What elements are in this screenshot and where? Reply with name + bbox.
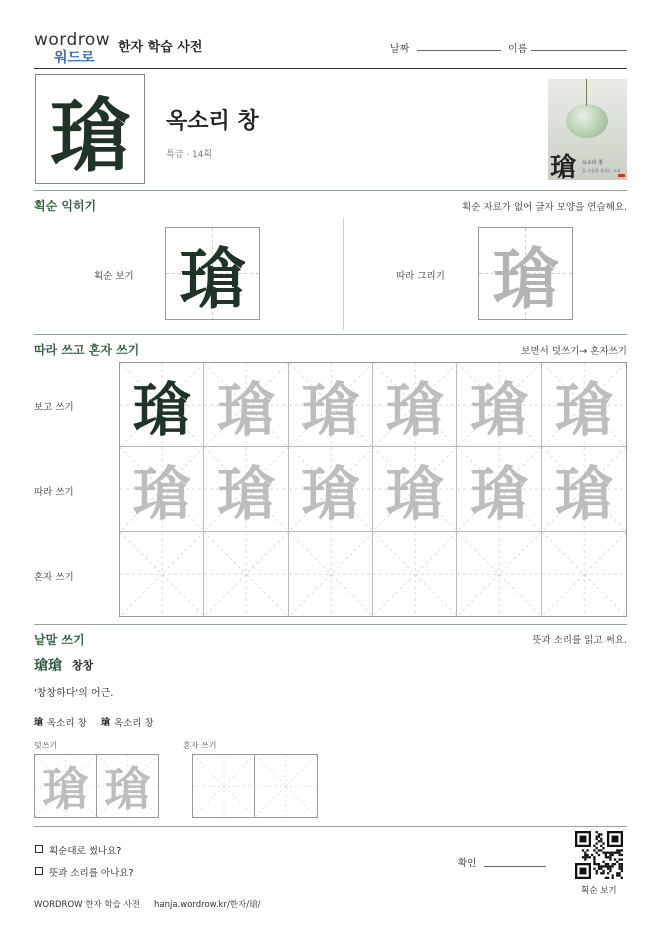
cell-guide-lines [120,532,204,616]
ghost-character: 瑲 [104,762,151,816]
qr-label: 획순 보기 [581,886,617,896]
thumb-character: 瑲 [550,153,577,180]
hero-meaning: 옥소리 창 [166,109,259,134]
stroke-view-label: 획순 보기 [94,271,134,282]
gloss1-char: 瑲 [34,718,44,728]
name-label: 이름 [508,44,528,55]
ghost-character: 瑲 [301,375,360,444]
thumb-badge [618,174,625,177]
checkbox-stroke-order[interactable] [35,845,43,853]
writing-cell[interactable] [457,532,541,616]
ghost-character: 瑲 [301,460,360,528]
word-trace-cell[interactable] [97,755,159,817]
word-solo-cell[interactable] [193,755,255,817]
row-label-look: 보고 쓰기 [34,402,74,413]
writing-cell[interactable] [373,532,457,616]
writing-cell[interactable] [542,532,626,616]
row-label-solo: 혼자 쓰기 [34,572,74,583]
stroke-section-note: 획순 자료가 없어 글자 모양을 연습해요. [462,202,627,213]
word-reading: 창창 [72,659,94,672]
writing-cell[interactable] [542,447,626,531]
stroke-vertical-divider [343,218,344,330]
word-hanja: 瑲瑲 [34,658,62,674]
qr-code[interactable] [575,831,623,879]
writing-divider [34,624,627,625]
hero-grade-strokes: 특급 · 14획 [166,150,213,160]
logo-korean: 워드로 [54,50,95,66]
writing-cell[interactable] [289,363,373,447]
logo [34,30,112,64]
date-field[interactable] [417,50,501,51]
cell-guide-lines [542,532,626,616]
gloss2-text: 옥소리 창 [114,718,154,729]
ghost-character: 瑲 [216,375,275,444]
writing-cell[interactable] [373,447,457,531]
cell-guide-lines [457,532,541,616]
hero-character: 瑲 [50,88,130,183]
word-definition: '창창하다'의 어근. [34,688,114,699]
writing-cell[interactable] [120,532,204,616]
cell-guide-lines [289,532,373,616]
word-solo-cell[interactable] [255,755,317,817]
stroke-view-character: 瑲 [179,240,246,318]
writing-cell[interactable] [204,447,288,531]
ghost-character: 瑲 [554,375,613,444]
jade-pendant-image [566,104,608,138]
writing-cell[interactable] [457,363,541,447]
ghost-character: 瑲 [469,375,528,444]
confirm-field[interactable] [484,866,546,867]
hero-thumbnail [548,79,627,180]
writing-cell[interactable] [289,447,373,531]
checkbox-meaning-sound[interactable] [35,867,43,875]
cell-guide-lines [204,532,288,616]
footer-url[interactable]: hanja.wordrow.kr/한자/瑲/ [154,900,261,910]
word-trace-label: 덧쓰기 [34,741,58,750]
ghost-character: 瑲 [132,460,191,528]
ghost-character: 瑲 [469,460,528,528]
hero-divider [34,190,627,191]
word-solo-label: 혼자 쓰기 [183,741,217,750]
cell-guide-lines [255,755,317,817]
writing-cell[interactable] [373,363,457,447]
stroke-divider [34,334,627,335]
ghost-character: 瑲 [385,375,444,444]
writing-section-note: 보면서 덧쓰기→ 혼자쓰기 [521,346,627,357]
check2-label: 뜻과 소리를 아나요? [49,868,134,879]
hero-character-box [35,74,145,184]
writing-cell[interactable] [457,447,541,531]
trace-character: 瑲 [492,240,559,318]
trace-box[interactable] [478,227,573,320]
word-trace-cell[interactable] [35,755,97,817]
header-divider [34,68,627,69]
ghost-character: 瑲 [216,460,275,528]
stroke-section-title: 획순 익히기 [34,199,97,213]
check1-label: 획순대로 썼나요? [49,846,122,857]
writing-cell[interactable] [542,363,626,447]
gloss1-text: 옥소리 창 [47,718,87,729]
cell-guide-lines [193,755,255,817]
model-character: 瑲 [132,375,191,444]
word-section-title: 낱말 쓰기 [34,633,85,647]
writing-cell[interactable] [120,447,204,531]
writing-cell[interactable] [289,532,373,616]
confirm-label: 확인 [458,858,477,869]
writing-cell[interactable] [204,363,288,447]
ghost-character: 瑲 [385,460,444,528]
word-trace-boxes [34,754,159,818]
ghost-character: 瑲 [42,762,89,816]
writing-section-title: 따라 쓰고 혼자 쓰기 [34,343,140,357]
row-label-trace: 따라 쓰기 [34,487,74,498]
writing-cell [120,363,204,447]
name-field[interactable] [531,50,627,51]
cell-guide-lines [373,532,457,616]
stroke-view-box [165,227,260,320]
thumb-caption-2: 돌 구슬을 울리는 소리 [582,168,621,173]
thumb-caption: 옥소리 창 [582,160,603,166]
footer-brand: WORDROW 한자 학습 사전 [34,900,140,910]
date-label: 날짜 [390,44,410,55]
gloss2-char: 瑲 [101,718,111,728]
app-title: 한자 학습 사전 [118,40,203,55]
trace-label: 따라 그리기 [396,271,445,282]
writing-grid [119,362,627,617]
word-solo-boxes[interactable] [192,754,318,818]
word-section-note: 뜻과 소리를 읽고 써요. [532,635,627,646]
ghost-character: 瑲 [554,460,613,528]
writing-cell[interactable] [204,532,288,616]
logo-wordmark: wordrow [34,30,111,50]
word-divider [34,826,627,827]
